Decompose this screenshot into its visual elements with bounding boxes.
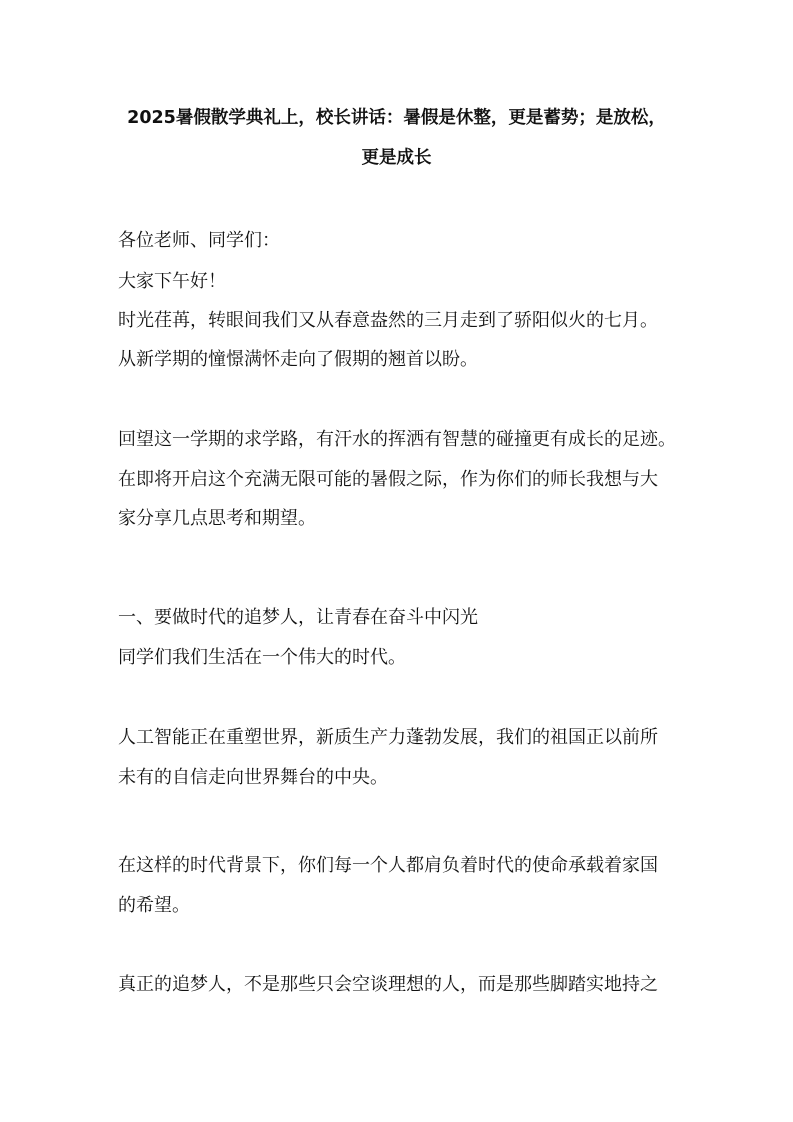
body-line: 从新学期的憧憬满怀走向了假期的翘首以盼。 bbox=[118, 349, 478, 370]
greeting: 大家下午好！ bbox=[118, 271, 226, 292]
body-line: 时光荏苒，转眼间我们又从春意盎然的三月走到了骄阳似火的七月。 bbox=[118, 310, 658, 331]
section-heading: 一、要做时代的追梦人，让青春在奋斗中闪光 bbox=[118, 607, 478, 628]
body-line: 人工智能正在重塑世界，新质生产力蓬勃发展，我们的祖国正以前所 bbox=[118, 727, 658, 748]
document-title-line-2: 更是成长 bbox=[361, 148, 432, 168]
body-line: 回望这一学期的求学路，有汗水的挥洒有智慧的碰撞更有成长的足迹。 bbox=[118, 429, 676, 450]
body-line: 真正的追梦人，不是那些只会空谈理想的人，而是那些脚踏实地持之 bbox=[118, 974, 658, 995]
document-title-line-1: 2025暑假散学典礼上，校长讲话：暑假是休整，更是蓄势；是放松， bbox=[127, 108, 666, 128]
body-line: 未有的自信走向世界舞台的中央。 bbox=[118, 767, 388, 788]
body-line: 家分享几点思考和期望。 bbox=[118, 508, 316, 529]
salutation: 各位老师、同学们： bbox=[118, 230, 280, 251]
body-line: 在这样的时代背景下，你们每一个人都肩负着时代的使命承载着家国 bbox=[118, 855, 658, 876]
body-line: 同学们我们生活在一个伟大的时代。 bbox=[118, 647, 406, 668]
body-line: 在即将开启这个充满无限可能的暑假之际，作为你们的师长我想与大 bbox=[118, 469, 658, 490]
body-line: 的希望。 bbox=[118, 895, 190, 916]
